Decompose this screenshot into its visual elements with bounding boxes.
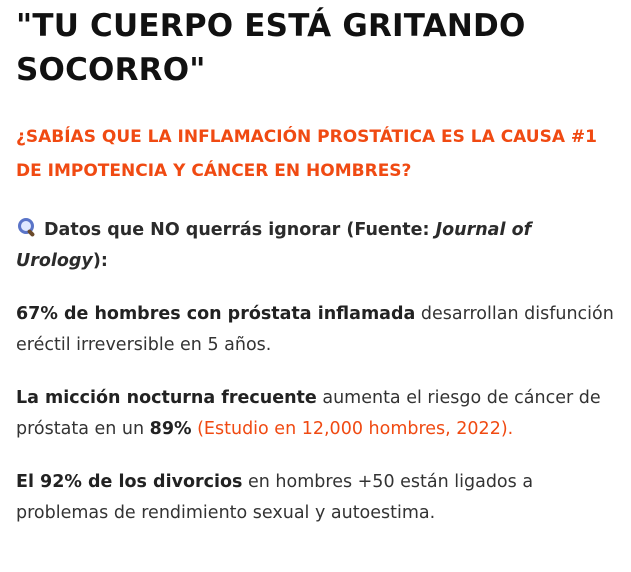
fact-2-text: aumenta el riesgo de cáncer de próstata en un: [16, 388, 601, 439]
fact-2-percentage: 89%: [149, 419, 192, 439]
magnifying-glass-icon: [16, 217, 38, 237]
fact-1-highlight: 67% de hombres con próstata inflamada: [16, 304, 416, 324]
fact-2-highlight: La micción nocturna frecuente: [16, 388, 317, 408]
fact-1-text: desarrollan disfunción eréctil irreversible en 5 años.: [16, 304, 614, 355]
source-line: [16, 215, 616, 277]
fact-3-highlight: El 92% de los divorcios: [16, 472, 243, 492]
fact-paragraph-1: [16, 299, 616, 361]
fact-paragraph-3: [16, 467, 616, 529]
article-section: [16, 4, 616, 529]
source-prefix: Datos que NO querrás ignorar (Fuente:: [44, 220, 436, 240]
fact-3-text: en hombres +50 están ligados a problemas de rendimiento sexual y autoestima.: [16, 472, 534, 523]
fact-paragraph-2: [16, 383, 616, 445]
source-suffix: ):: [92, 251, 108, 271]
journal-name: Journal of Urology: [16, 220, 532, 271]
fact-2-study-note: (Estudio en 12,000 hombres, 2022).: [191, 419, 514, 439]
subheading: ¿SABÍAS QUE LA INFLAMACIÓN PROSTÁTICA ES LA CAUSA #1 DE IMPOTENCIA Y CÁNCER EN HOMBRES?: [16, 127, 598, 181]
page-title: "TU CUERPO ESTÁ GRITANDO SOCORRO": [16, 8, 526, 88]
